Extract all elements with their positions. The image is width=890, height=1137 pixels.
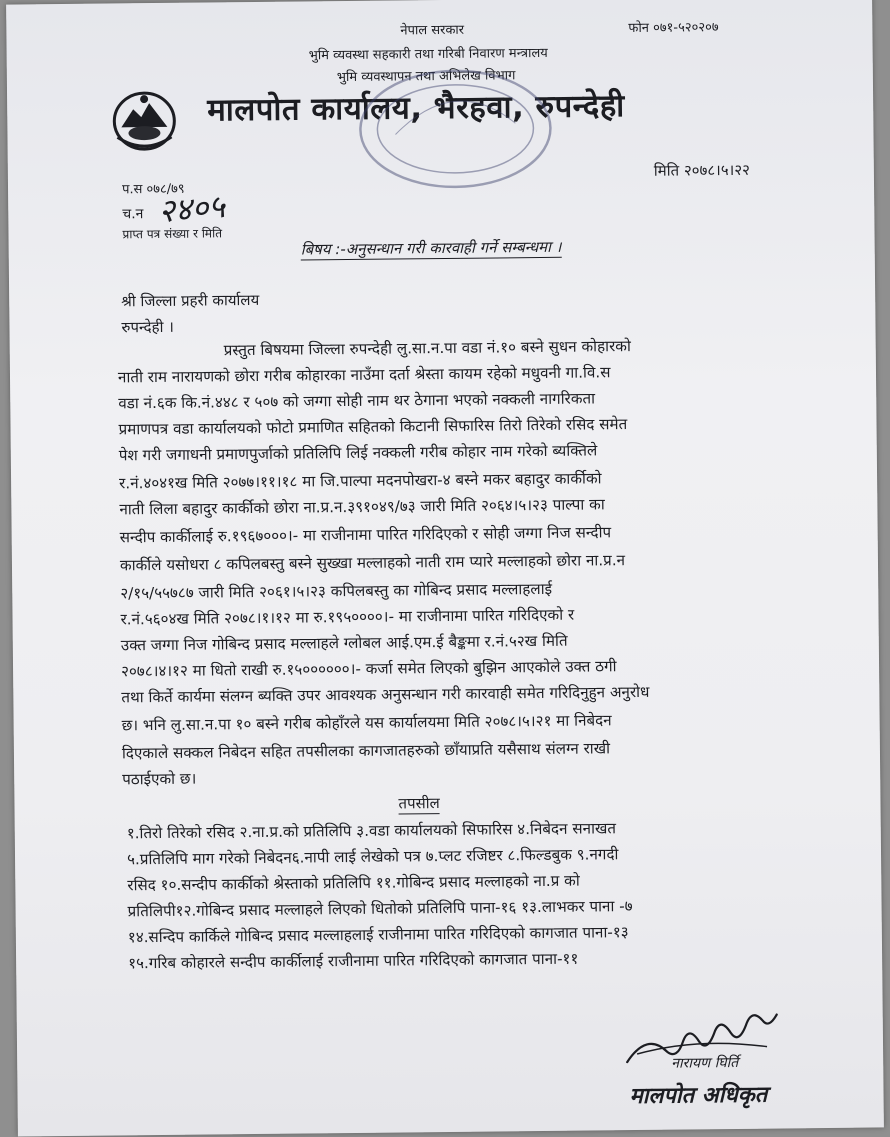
body-line: दिएकाले सक्कल निबेदन सहित तपसीलका कागजातहरुको छाँयाप्रति यसैसाथ संलग्न राखी (121, 739, 611, 763)
body-line: वडा नं.६क कि.नं.४४८ र ५०७ को जग्गा सोही नाम थर ठेगाना भएको नक्कली नागरिकता (118, 389, 596, 413)
reference-number: प.स ०७८/७९ (121, 181, 185, 198)
body-line: प्रमाणपत्र वडा कार्यालयको फोटो प्रमाणित सहितको किटानी सिफारिस तिरो तिरेको रसिद समेत (118, 415, 628, 439)
tapsil-line: १.तिरो तिरेको रसिद २.ना.प्र.को प्रतिलिपि ३.वडा कार्यालयको सिफारिस ४.निबेदन सनाखत (126, 819, 617, 843)
dispatch-number-handwritten: २४०५ (156, 187, 227, 231)
ministry-name: भुमि व्यवस्था सहकारी तथा गरिबी निवारण मन्त्रालय (308, 45, 548, 64)
letter-page (6, 0, 884, 1137)
tapsil-heading: तपसील (398, 794, 440, 813)
office-stamp-icon (355, 63, 556, 195)
addressee-district: रुपन्देही । (121, 317, 174, 337)
dispatch-label: च.न (122, 206, 144, 223)
office-title: मालपोत कार्यालय, भैरहवा, रुपन्देही (207, 88, 625, 129)
body-line: र.नं.४०४१ख मिति २०७७।११।१८ मा जि.पाल्पा मदनपोखरा-४ बस्ने मकर बहादुर कार्कीको (119, 469, 602, 493)
body-line: २/१५/५५७८७ जारी मिति २०६१।५।२३ कपिलबस्तु का गोबिन्द प्रसाद मल्लाहलाई (120, 579, 553, 603)
body-line: र.नं.५६०४ख मिति २०७८।१।१२ मा रु.१९५००००।- मा राजीनामा पारित गरिदिएको र (120, 605, 575, 629)
body-line: छ। भनि लु.सा.न.पा १० बस्ने गरीब कोहाँरले यस कार्यालयमा मिति २०७८।५।२१ मा निबेदन (121, 711, 612, 735)
body-line: सन्दीप कार्कीलाई रु.१९६७०००।- मा राजीनामा पारित गरिदिएको र सोही जग्गा निज सन्दीप (119, 523, 612, 547)
tapsil-line: प्रतिलिपी१२.गोबिन्द प्रसाद मल्लाहले लिएको धितोको प्रतिलिपि पाना-१६ १३.लाभकर पाना -७ (127, 897, 633, 921)
nepal-emblem-icon (109, 87, 180, 154)
body-line: कार्कीले यसोधरा ८ कपिलबस्तु बस्ने सुख्खा मल्लाहको नाती राम प्यारे मल्लाहको छोरा ना.प्र.न (119, 551, 626, 575)
received-letter-label: प्राप्त पत्र संख्या र मिति (122, 226, 223, 242)
govt-label: नेपाल सरकार (400, 22, 465, 39)
body-line: प्रस्तुत बिषयमा जिल्ला रुपन्देही लु.सा.न.पा वडा नं.१० बस्ने सुधन कोहारको (223, 337, 631, 360)
body-line: नाती लिला बहादुर कार्कीको छोरा ना.प्र.न.३९१०४९/७३ जारी मिति २०६४।५।२३ पाल्पा का (119, 495, 605, 519)
signatory-title: मालपोत अधिकृत (629, 1082, 768, 1110)
tapsil-line: १४.सन्दिप कार्किले गोबिन्द प्रसाद मल्लाहलाई राजीनामा पारित गरिदिएको कागजात पाना-१३ (127, 923, 629, 947)
letter-date: मिति २०७८।५।२२ (653, 160, 750, 180)
body-line: नाती राम नारायणको छोरा गरीब कोहारका नाउँमा दर्ता श्रेस्ता कायम रहेको मधुवनी गा.वि.स (117, 363, 611, 387)
body-line: २०७८।४।१२ मा धितो राखी रु.१५००००००।- कर्जा समेत लिएको बुझिन आएकोले उक्त ठगी (120, 657, 617, 681)
signatory-name: नारायण घिर्ति (671, 1054, 739, 1072)
department-name: भुमि व्यवस्थापन तथा अभिलेख विभाग (336, 68, 516, 86)
tapsil-line: ५.प्रतिलिपि माग गरेको निबेदन६.नापी लाई लेखेको पत्र ७.प्लट रजिष्टर ८.फिल्डबुक ९.नगदी (126, 845, 619, 869)
tapsil-line: रसिद १०.सन्दीप कार्कीको श्रेस्ताको प्रतिलिपि ११.गोबिन्द प्रसाद मल्लाहको ना.प्र को (127, 871, 580, 895)
body-line: पठाईएको छ। (122, 769, 197, 789)
phone-number: फोन ०७१-५२०२०७ (628, 20, 719, 37)
body-line: तथा किर्ते कार्यमा संलग्न ब्यक्ति उपर आवश्यक अनुसन्धान गरी कारवाही समेत गरिदिनुहुन अनुरोध (121, 682, 650, 707)
body-line: उक्त जग्गा निज गोबिन्द प्रसाद मल्लाहले ग्लोबल आई.एम.ई बैङ्कमा र.नं.५२ख मिति (120, 631, 568, 655)
addressee-office: श्री जिल्ला प्रहरी कार्यालय (121, 290, 260, 311)
tapsil-line: १५.गरिब कोहारले सन्दीप कार्कीलाई राजीनामा पारित गरिदिएको कागजात पाना-११ (128, 949, 579, 973)
subject-line: बिषय :-अनुसन्धान गरी कारवाही गर्ने सम्बन्धमा । (300, 237, 562, 259)
body-line: पेश गरी जगाधनी प्रमाणपुर्जाको प्रतिलिपि लिई नक्कली गरीब कोहार नाम गरेको ब्यक्तिले (118, 441, 598, 465)
